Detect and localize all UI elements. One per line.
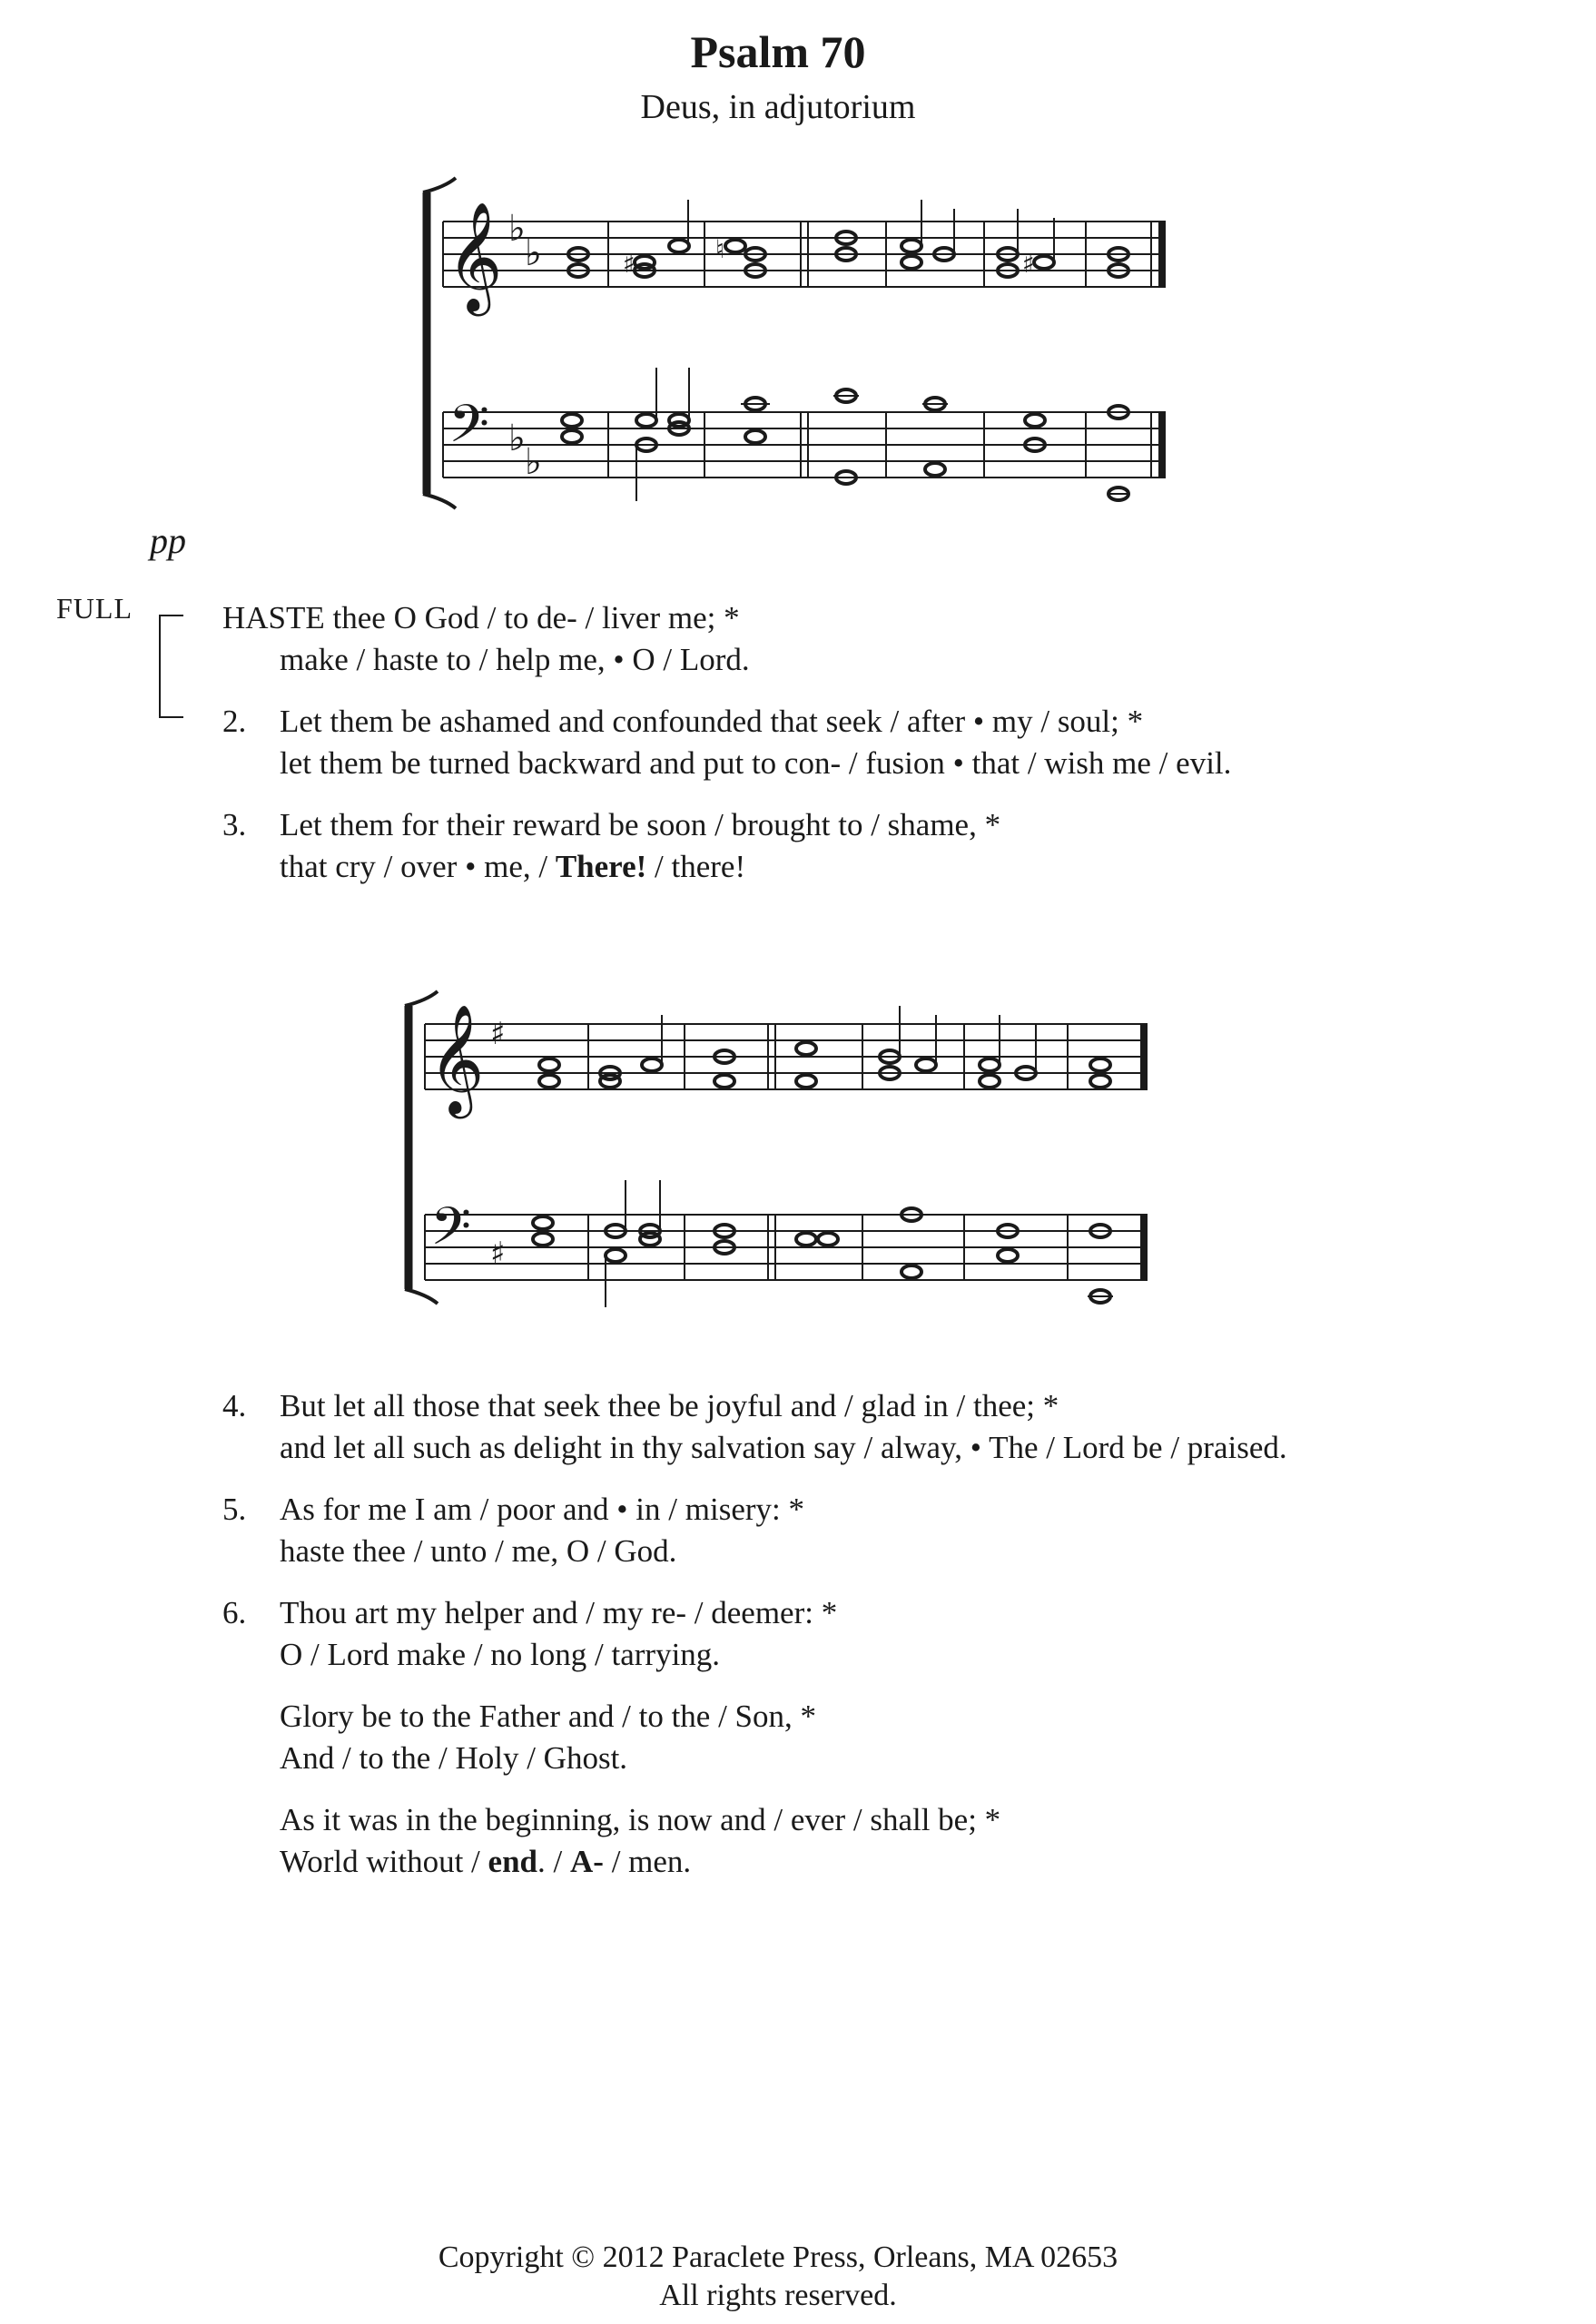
verse-2-number: 2.: [222, 704, 247, 739]
verse-6-line-2: O / Lord make / no long / tarrying.: [280, 1637, 721, 1672]
verse-6-number: 6.: [222, 1595, 247, 1630]
gloria-1-line-2: And / to the / Holy / Ghost.: [280, 1740, 628, 1776]
verse-5-line-2: haste thee / unto / me, O / God.: [280, 1533, 677, 1569]
verse-3-emphasis: There!: [555, 849, 647, 884]
svg-text:♭: ♭: [508, 208, 526, 250]
copyright-notice: Copyright © 2012 Paraclete Press, Orleans, MA 02653: [438, 2240, 1118, 2274]
verse-3-number: 3.: [222, 807, 247, 842]
svg-text:♭: ♭: [525, 232, 542, 274]
verse-4-number: 4.: [222, 1388, 247, 1423]
svg-text:♯: ♯: [1022, 249, 1035, 279]
gloria-2-line-2-a: World without /: [280, 1844, 488, 1879]
gloria-2-line-1: As it was in the beginning, is now and / ever / shall be; *: [280, 1802, 1001, 1837]
verse-4-line-2: and let all such as delight in thy salvation say / alway, • The / Lord be / praised.: [280, 1430, 1287, 1465]
svg-text:♭: ♭: [525, 441, 542, 483]
verse-3-line-2-a: that cry / over • me, /: [280, 849, 556, 884]
verse-3-line-1: Let them for their reward be soon / brought to / shame, *: [280, 807, 1001, 842]
dynamic-marking: pp: [150, 520, 186, 561]
gloria-2-line-2: [280, 1841, 691, 1883]
full-label: FULL: [56, 592, 133, 625]
page-title: Psalm 70: [690, 26, 866, 77]
gloria-2-line-2-c: . /: [537, 1844, 570, 1879]
verse-5-number: 5.: [222, 1492, 247, 1527]
svg-text:♭: ♭: [508, 418, 526, 459]
svg-text:𝄞: 𝄞: [447, 201, 503, 311]
verse-2-line-1: Let them be ashamed and confounded that seek / after • my / soul; *: [280, 704, 1144, 739]
verse-4-line-1: But let all those that seek thee be joyful and / glad in / thee; *: [280, 1388, 1059, 1423]
verse-1-line-2: make / haste to / help me, • O / Lord.: [280, 642, 750, 677]
verse-6-line-1: Thou art my helper and / my re- / deemer: *: [280, 1595, 838, 1630]
svg-text:♯: ♯: [623, 249, 635, 279]
gloria-1-line-1: Glory be to the Father and / to the / Son, *: [280, 1699, 817, 1734]
verse-1-line-1: HASTE thee O God / to de- / liver me; *: [222, 600, 740, 635]
page-subtitle: Deus, in adjutorium: [640, 88, 916, 126]
svg-text:𝄞: 𝄞: [429, 1003, 485, 1114]
gloria-2-end: end: [488, 1844, 538, 1879]
svg-text:♯: ♯: [490, 1016, 506, 1052]
rights-notice: All rights reserved.: [659, 2279, 897, 2312]
gloria-2-line-2-e: / men.: [603, 1844, 692, 1879]
gloria-2-amen: A-: [570, 1844, 604, 1879]
verse-3-line-2-c: / there!: [646, 849, 746, 884]
svg-text:𝄢: 𝄢: [430, 1196, 472, 1270]
verse-2-line-2: let them be turned backward and put to con- / fusion • that / wish me / evil.: [280, 745, 1232, 781]
svg-text:𝄢: 𝄢: [448, 393, 490, 468]
verse-5-line-1: As for me I am / poor and • in / misery: *: [280, 1492, 804, 1527]
svg-text:♯: ♯: [490, 1236, 506, 1272]
svg-text:♮: ♮: [715, 234, 725, 264]
